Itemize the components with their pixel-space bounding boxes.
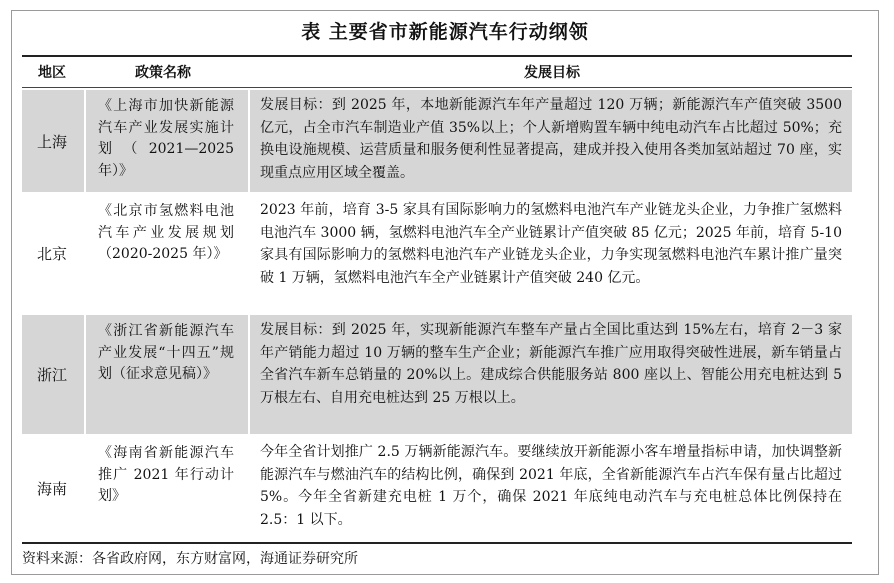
source-note: 资料来源：各省政府网，东方财富网，海通证券研究所 bbox=[22, 551, 358, 567]
goal-cell: 今年全省计划推广 2.5 万辆新能源汽车。要继续放开新能源小客车增量指标申请，加快调整新能源汽车与燃油汽车的结构比例，确保到 2021 年底，全省新能源汽车占汽车保有量占比超过 5%。今年全省新建充电桩 1 万个，确保 2021 年底纯电动汽车与充电桩总体比例保持在 2.5：1 以下。 bbox=[260, 444, 842, 528]
header-policy: 政策名称 bbox=[135, 65, 191, 81]
header-goal: 发展目标 bbox=[524, 65, 580, 81]
table-row bbox=[22, 437, 852, 540]
policy-cell: 《海南省新能源汽车推广 2021 年行动计划》 bbox=[98, 445, 234, 504]
policy-cell: 《浙江省新能源汽车产业发展“十四五”规划（征求意见稿）》 bbox=[98, 323, 234, 382]
policy-cell: 《北京市氢燃料电池汽车产业发展规划（2020-2025 年）》 bbox=[98, 203, 234, 262]
region-cell: 北京 bbox=[36, 245, 67, 263]
goal-cell: 2023 年前，培育 3-5 家具有国际影响力的氢燃料电池汽车产业链龙头企业，力争推广氢燃料电池汽车 3000 辆，氢燃料电池汽车全产业链累计产值突破 85 亿元；2025 年前，培育 5-10 家具有国际影响力的氢燃料电池汽车产业链龙头企业，力争实现氢燃料电池汽车累计推广量突破 1 万辆，氢燃料电池汽车全产业链累计产值突破 240 亿元。 bbox=[260, 202, 842, 286]
table-row bbox=[22, 90, 852, 192]
bottom-rule bbox=[22, 542, 852, 544]
goal-cell: 发展目标：到 2025 年，实现新能源汽车整车产量占全国比重达到 15%左右，培育 2－3 家年产销能力超过 10 万辆的整车生产企业；新能源汽车推广应用取得突破性进展，新车销量占全省汽车新车总销量的 20%以上。建成综合供能服务站 800 座以上、智能公用充电桩达到 5 万根左右、自用充电桩达到 25 万根以上。 bbox=[260, 322, 842, 406]
table-row bbox=[22, 315, 852, 434]
column-divider bbox=[248, 90, 250, 192]
column-divider bbox=[84, 315, 86, 434]
header-rule bbox=[22, 87, 852, 88]
table-row bbox=[22, 195, 852, 312]
region-cell: 海南 bbox=[36, 480, 67, 498]
top-rule bbox=[22, 55, 852, 57]
region-cell: 上海 bbox=[36, 132, 67, 151]
column-divider bbox=[248, 315, 250, 434]
policy-cell: 《上海市加快新能源汽车产业发展实施计划（2021—2025 年）》 bbox=[98, 98, 234, 179]
column-divider bbox=[84, 90, 86, 192]
header-region: 地区 bbox=[38, 65, 66, 81]
region-cell: 浙江 bbox=[36, 366, 67, 384]
goal-cell: 发展目标：到 2025 年，本地新能源汽车年产量超过 120 万辆；新能源汽车产值突破 3500 亿元，占全市汽车制造业产值 35%以上；个人新增购置车辆中纯电动汽车占比超过 50%；充换电设施规模、运营质量和服务便利性显著提高，建成并投入使用各类加氢站超过 70 座，实现重点应用区域全覆盖。 bbox=[260, 97, 842, 181]
table-title: 表 主要省市新能源汽车行动纲领 bbox=[301, 20, 589, 43]
